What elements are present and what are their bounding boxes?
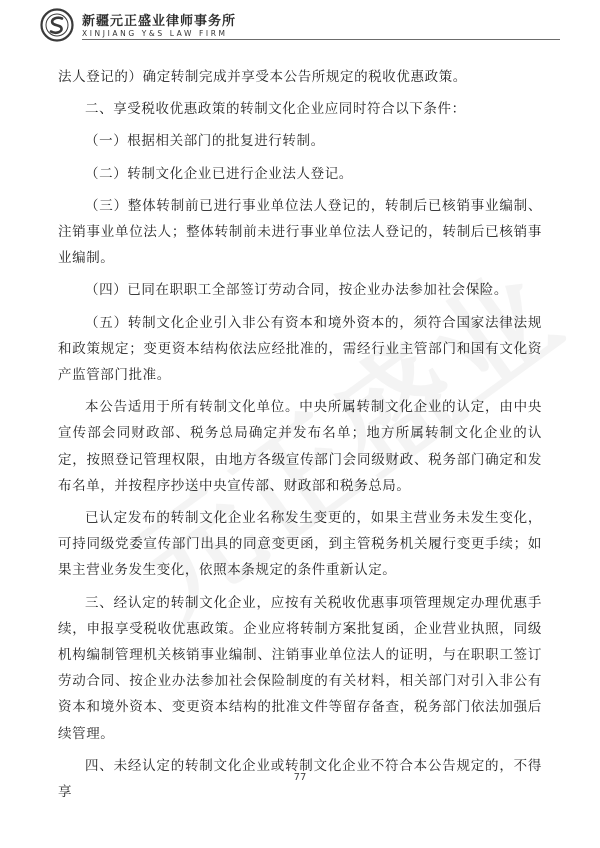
page-header	[40, 8, 560, 42]
firm-name-chinese: 新疆元正盛业律师事务所	[82, 14, 237, 29]
paragraph-section-four: 四、未经认定的转制文化企业或转制文化企业不符合本公告规定的，不得享	[58, 757, 542, 801]
firm-logo-icon	[40, 8, 74, 42]
paragraph-condition-1: （一）根据相关部门的批复进行转制。	[85, 133, 325, 150]
header-divider	[82, 39, 560, 40]
paragraph-condition-5: （五）转制文化企业引入非公有资本和境外资本的，须符合国家法律法规和政策规定；变更资本结构依法应经批准的，需经行业主管部门和国有文化资产监管部门批准。	[58, 314, 542, 384]
paragraph-scope: 本公告适用于所有转制文化单位。中央所属转制文化企业的认定，由中央宣传部会同财政部、税务总局确定并发布名单；地方所属转制文化企业的认定，按照登记管理权限，由地方各级宣传部门会同级财政、税务部门确定和发布名单，并按程序抄送中央宣传部、财政部和税务总局。	[58, 399, 542, 494]
paragraph-condition-3: （三）整体转制前已进行事业单位法人登记的，转制后已核销事业编制、注销事业单位法人；整体转制前未进行事业单位法人登记的，转制后已核销事业编制。	[58, 197, 542, 267]
document-body	[58, 64, 542, 811]
paragraph-condition-2: （二）转制文化企业已进行企业法人登记。	[85, 165, 353, 182]
page-number: 77	[293, 772, 307, 783]
paragraph-continuation: 法人登记的）确定转制完成并享受本公告所规定的税收优惠政策。	[58, 69, 467, 85]
paragraph-section-two-heading: 二、享受税收优惠政策的转制文化企业应同时符合以下条件：	[85, 101, 466, 118]
firm-name-english: XINJIANG Y&S LAW FIRM	[82, 29, 228, 38]
paragraph-name-change: 已认定发布的转制文化企业名称发生变更的，如果主营业务未发生变化，可持同级党委宣传部门出具的同意变更函，到主管税务机关履行变更手续；如果主营业务发生变化，依照本条规定的条件重新认定。	[58, 510, 542, 579]
paragraph-condition-4: （四）已同在职职工全部签订劳动合同，按企业办法参加社会保险。	[85, 282, 508, 299]
paragraph-section-three: 三、经认定的转制文化企业，应按有关税收优惠事项管理规定办理优惠手续，申报享受税收优惠政策。企业应将转制方案批复函，企业营业执照，同级机构编制管理机关核销事业编制、注销事业单位法人的证明，与在职职工签订劳动合同、按企业办法参加社会保险制度的有关材料，相关部门对引入非公有资本和境外资本、变更资本结构的批准文件等留存备查，税务部门依法加强后续管理。	[58, 594, 542, 742]
